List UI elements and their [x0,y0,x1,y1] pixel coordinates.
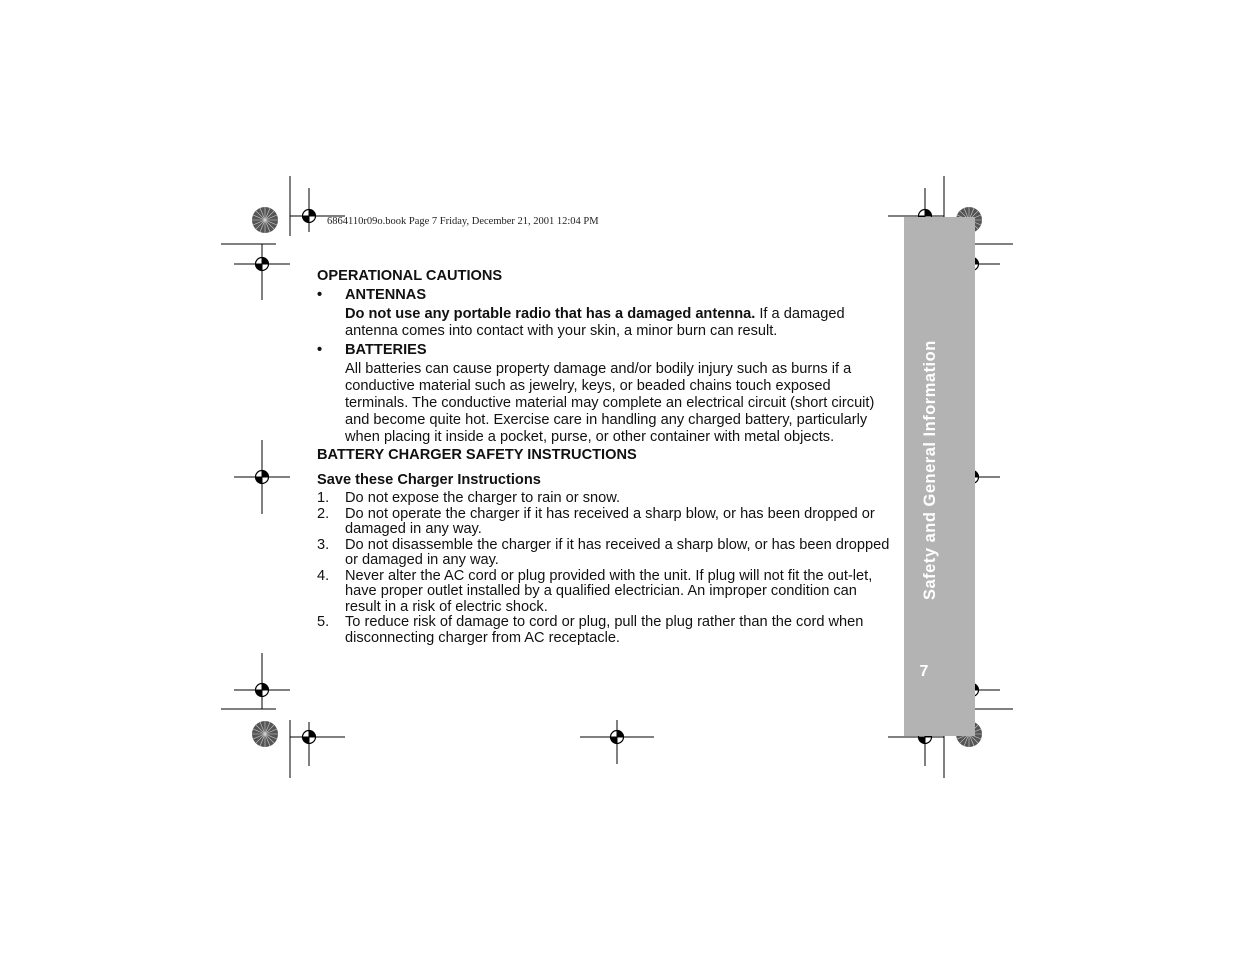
batteries-paragraph: All batteries can cause property damage and/or bodily injury such as burns if a conductive material such as jewelry, keys, or beaded chains touch exposed terminals. The conductive material may complete an electrical circuit (short circuit) and become quite hot. Exercise care in handling any charged battery, particularly when placing it inside a pocket, purse, or other container with metal objects. [345,361,875,445]
list-item: 4. Never alter the AC cord or plug provided with the unit. If plug will not fit the out-let, have proper outlet installed by a qualified electrician. An improper condition can result in a risk of electric shock. [317,567,873,615]
charger-instructions-list [317,491,892,646]
page-number: 7 [919,663,929,680]
antennas-warning: Do not use any portable radio that has a damaged antenna. [345,306,756,322]
side-tab-title: Safety and General Information [921,340,939,600]
antennas-paragraph [317,306,892,340]
antennas-label: ANTENNAS [345,287,427,303]
operational-cautions-heading: OPERATIONAL CAUTIONS [317,268,503,284]
list-item: 5. To reduce risk of damage to cord or plug, pull the plug rather than the cord when disconnecting charger from AC receptacle. [317,614,864,646]
bullet-batteries [317,342,892,359]
list-item: 1. Do not expose the charger to rain or snow. [317,490,621,506]
file-slug: 6864110r09o.book Page 7 Friday, December 21, 2001 12:04 PM [327,216,599,227]
main-content [317,268,892,646]
list-item: 3. Do not disassemble the charger if it has received a sharp blow, or has been dropped or damaged in any way. [317,536,890,568]
bullet-antennas [317,287,892,304]
bullet-mark: • [317,287,323,303]
side-tab [904,217,975,736]
list-item: 2. Do not operate the charger if it has received a sharp blow, or has been dropped or damaged in any way. [317,505,875,537]
charger-subheading: Save these Charger Instructions [317,472,541,488]
bullet-mark: • [317,342,323,358]
antennas-text: If a damaged antenna comes into contact with your skin, a minor burn can result. [345,306,845,339]
charger-safety-heading: BATTERY CHARGER SAFETY INSTRUCTIONS [317,447,637,463]
batteries-label: BATTERIES [345,342,427,358]
